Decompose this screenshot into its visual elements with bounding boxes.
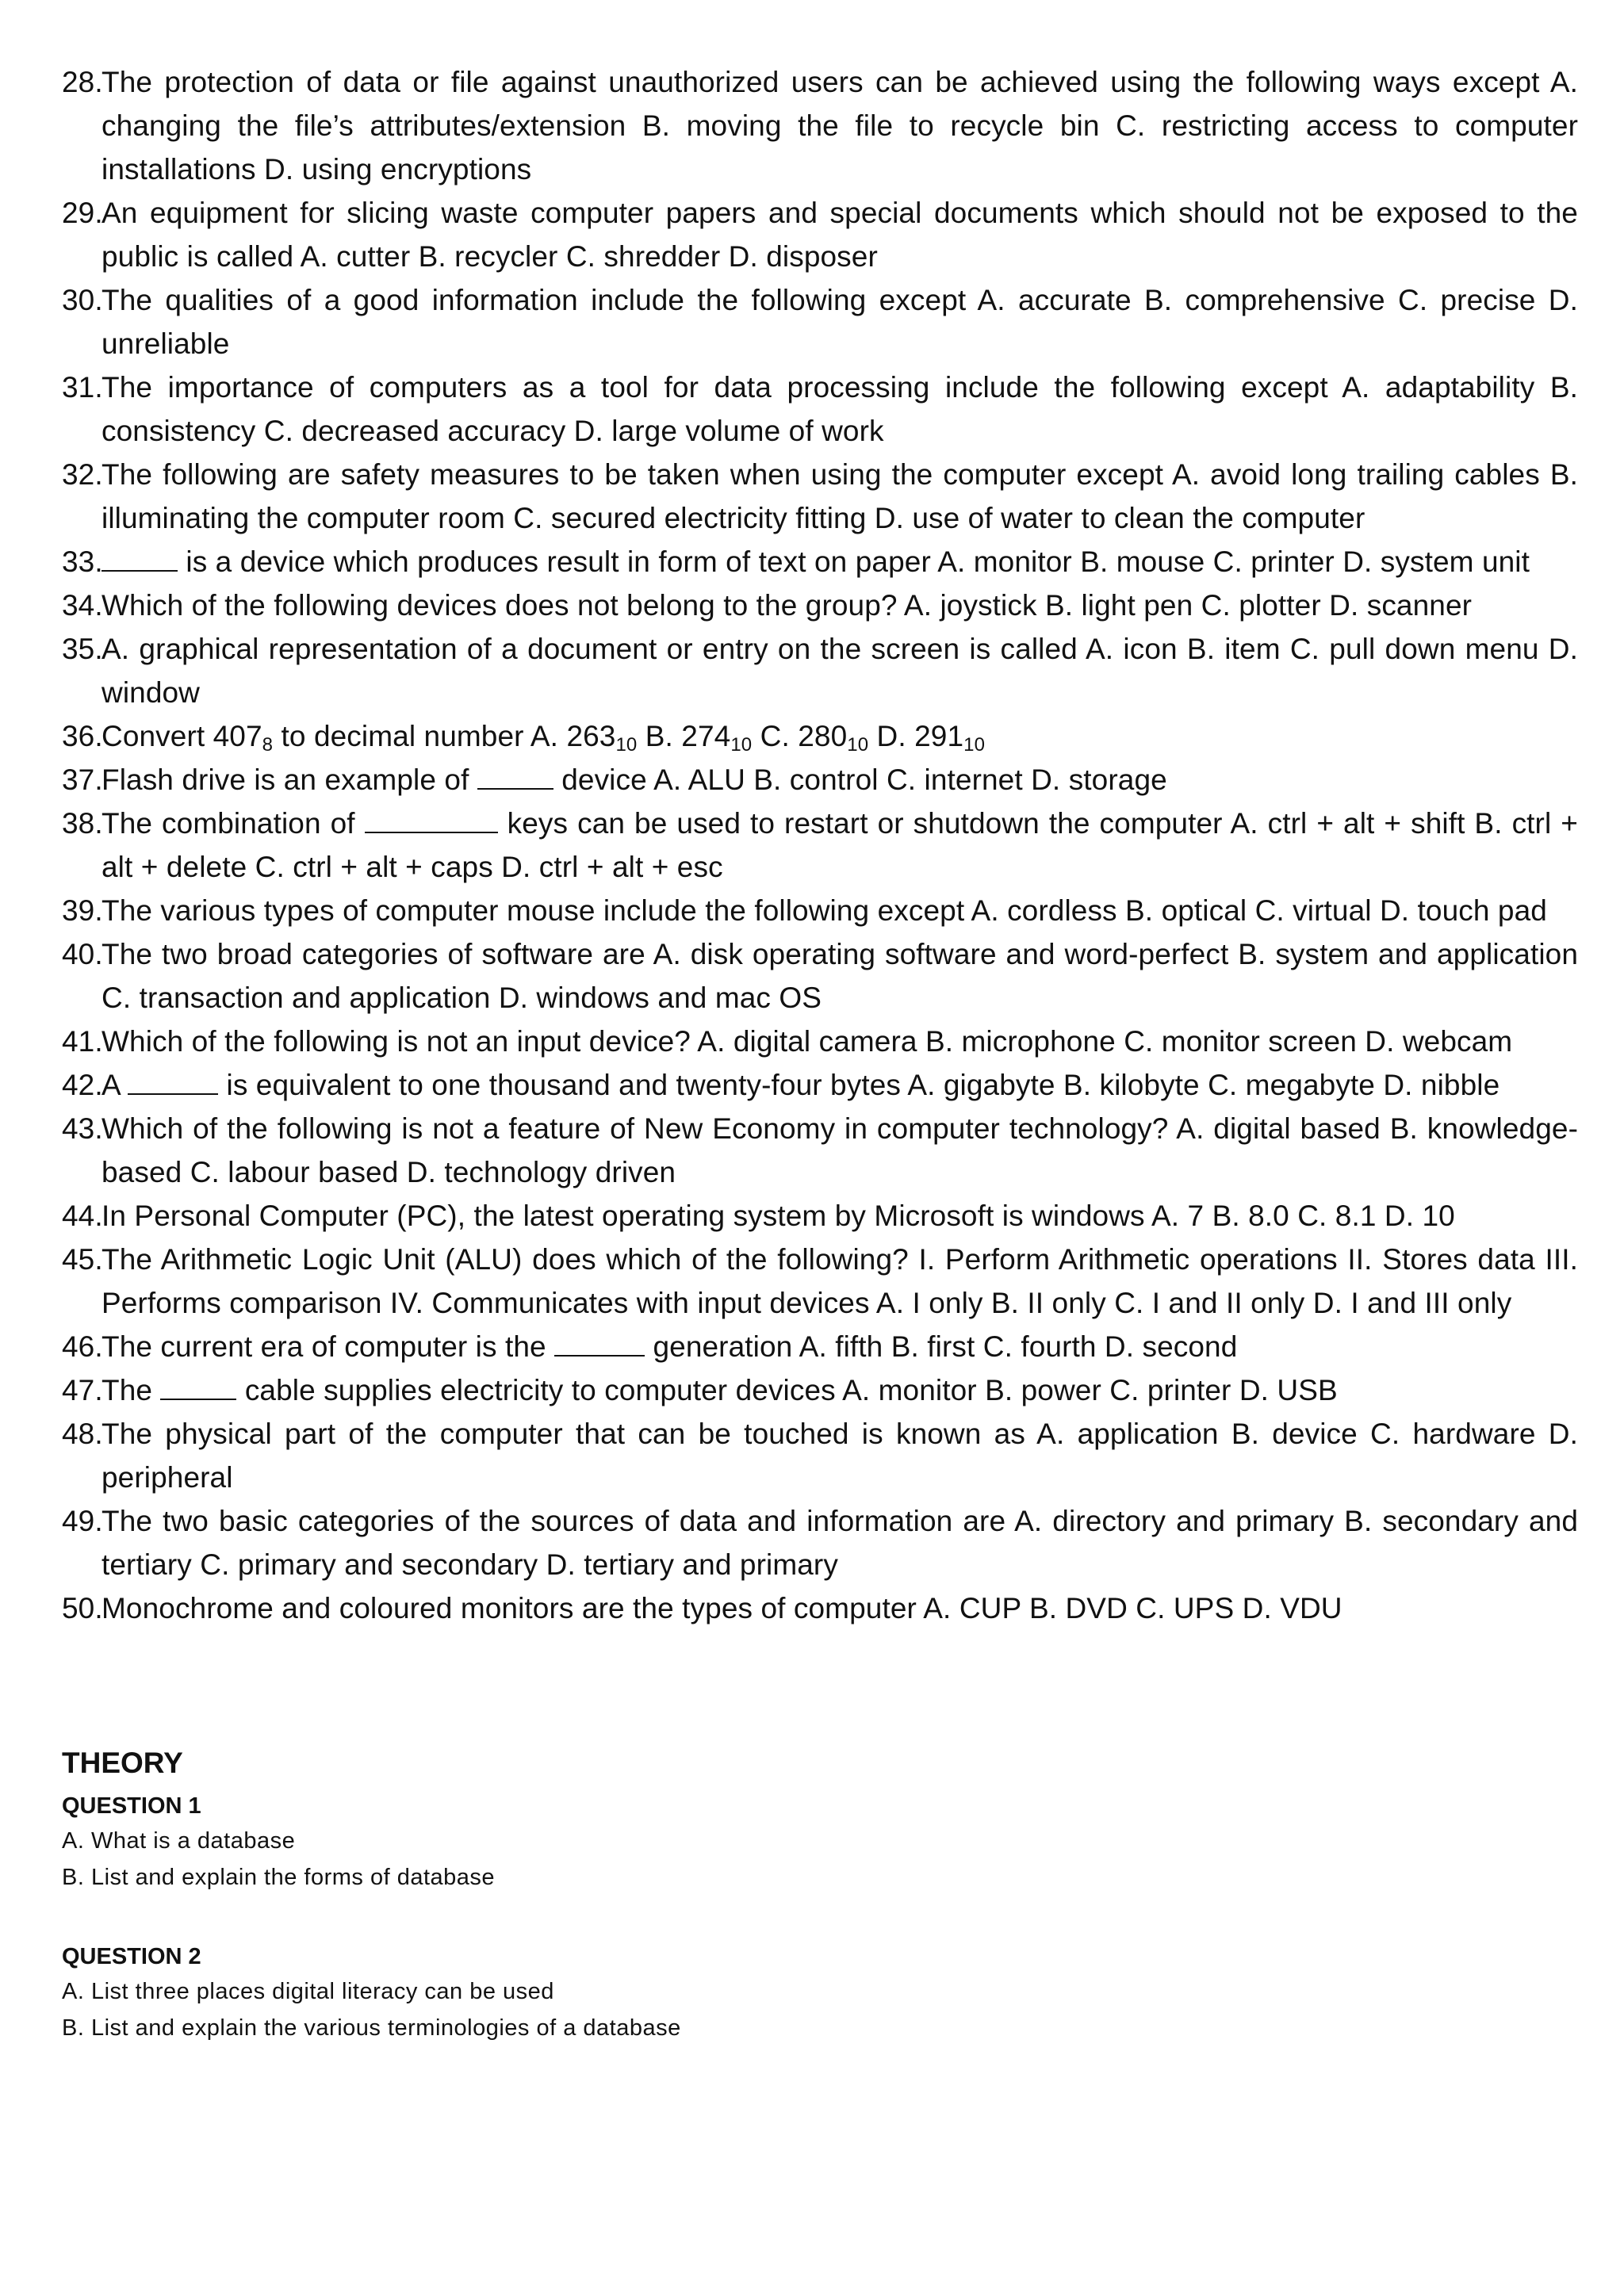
question-text: Which of the following devices does not belong to the group? A. joystick B. light pen C. plotter D. scanner — [102, 589, 1473, 622]
question-1-part-a: A. What is a database — [62, 1828, 296, 1854]
question-39 — [62, 889, 1578, 932]
question-text: The following are safety measures to be taken when using the computer except A. avoid long trailing cables B. illuminating the computer room C. secured electricity fitting D. use of water to clean the computer — [102, 458, 1578, 534]
question-number: 48. — [62, 1418, 103, 1450]
question-text: The various types of computer mouse include the following except A. cordless B. optical C. virtual D. touch pad — [102, 894, 1547, 927]
question-47 — [62, 1368, 1578, 1412]
question-text: The Arithmetic Logic Unit (ALU) does which of the following? I. Perform Arithmetic operations II. Stores data III. Performs comparison IV. Communicates with input devices A. I only B. II only C. I and II only D. I and III only — [102, 1243, 1578, 1319]
question-43 — [62, 1107, 1578, 1194]
question-number: 39. — [62, 894, 103, 927]
question-number: 43. — [62, 1112, 103, 1145]
question-48 — [62, 1412, 1578, 1499]
question-number: 49. — [62, 1505, 103, 1537]
question-1-part-b: B. List and explain the forms of database — [62, 1865, 496, 1890]
question-32 — [62, 453, 1578, 540]
question-number: 41. — [62, 1025, 103, 1058]
question-text: An equipment for slicing waste computer papers and special documents which should not be exposed to the public is called A. cutter B. recycler C. shredder D. disposer — [102, 197, 1578, 273]
question-number: 42. — [62, 1069, 103, 1101]
subscript: 10 — [730, 734, 753, 756]
question-number: 30. — [62, 284, 103, 316]
question-36 — [62, 714, 1578, 758]
subscript: 10 — [615, 734, 638, 756]
question-28 — [62, 60, 1578, 191]
question-number: 35. — [62, 633, 103, 665]
question-text: The physical part of the computer that can be touched is known as A. application B. device C. hardware D. peripheral — [102, 1418, 1578, 1494]
question-text: to decimal number A. 263 — [273, 720, 616, 752]
question-35 — [62, 627, 1578, 714]
question-30 — [62, 278, 1578, 365]
question-34 — [62, 584, 1578, 627]
theory-heading: THEORY — [62, 1747, 183, 1779]
question-text: The — [102, 1374, 161, 1406]
question-text: is a device which produces result in form of text on paper A. monitor B. mouse C. printer D. system unit — [178, 545, 1530, 578]
question-text: The combination of — [102, 807, 365, 840]
question-text: The current era of computer is the — [102, 1330, 555, 1363]
question-text: The qualities of a good information include the following except A. accurate B. comprehensive C. precise D. unreliable — [102, 284, 1578, 360]
question-text: Which of the following is not a feature of New Economy in computer technology? A. digital based B. knowledge-based C. labour based D. technology driven — [102, 1112, 1578, 1188]
question-number: 33. — [62, 545, 103, 578]
question-number: 31. — [62, 371, 103, 404]
answer-blank — [365, 806, 498, 833]
question-41 — [62, 1020, 1578, 1063]
question-40 — [62, 932, 1578, 1020]
question-number: 29. — [62, 197, 103, 229]
question-45 — [62, 1238, 1578, 1325]
question-2-part-b: B. List and explain the various terminologies of a database — [62, 2015, 681, 2041]
question-text: The protection of data or file against unauthorized users can be achieved using the following ways except A. changing the file’s attributes/extension B. moving the file to recycle bin C. restricting access to computer installations D. using encryptions — [102, 66, 1578, 186]
question-44 — [62, 1194, 1578, 1238]
answer-blank — [128, 1068, 218, 1095]
question-text: device A. ALU B. control C. internet D. storage — [553, 763, 1167, 796]
question-33 — [62, 540, 1578, 584]
question-text: is equivalent to one thousand and twenty-four bytes A. gigabyte B. kilobyte C. megabyte D. nibble — [218, 1069, 1500, 1101]
question-46 — [62, 1325, 1578, 1368]
question-text: keys can be used to restart or shutdown the computer A. ctrl + alt + shift B. ctrl + alt + delete C. ctrl + alt + caps D. ctrl + alt + esc — [102, 807, 1578, 883]
question-29 — [62, 191, 1578, 278]
question-number: 44. — [62, 1200, 103, 1232]
question-38 — [62, 802, 1578, 889]
question-text: A. graphical representation of a document or entry on the screen is called A. icon B. item C. pull down menu D. window — [102, 633, 1578, 709]
question-number: 34. — [62, 589, 103, 622]
question-text: Convert 407 — [102, 720, 262, 752]
question-number: 50. — [62, 1592, 103, 1624]
question-2-heading: QUESTION 2 — [62, 1944, 201, 1969]
subscript: 8 — [262, 734, 274, 756]
question-text: A — [102, 1069, 128, 1101]
question-number: 40. — [62, 938, 103, 970]
answer-blank — [477, 763, 553, 790]
question-number: 46. — [62, 1330, 103, 1363]
theory-section — [62, 1743, 1568, 2046]
question-number: 38. — [62, 807, 103, 840]
question-31 — [62, 365, 1578, 453]
question-text: Flash drive is an example of — [102, 763, 477, 796]
question-text: The importance of computers as a tool for data processing include the following except A. adaptability B. consistency C. decreased accuracy D. large volume of work — [102, 371, 1578, 447]
spacer — [62, 1896, 1568, 1934]
question-37 — [62, 758, 1578, 802]
question-text: D. 291 — [868, 720, 964, 752]
answer-blank — [102, 545, 178, 572]
question-49 — [62, 1499, 1578, 1586]
question-text: The two broad categories of software are A. disk operating software and word-perfect B. system and application C. transaction and application D. windows and mac OS — [102, 938, 1578, 1014]
subscript: 10 — [847, 734, 869, 756]
question-number: 37. — [62, 763, 103, 796]
question-text: generation A. fifth B. first C. fourth D. second — [645, 1330, 1238, 1363]
question-number: 36. — [62, 720, 103, 752]
question-number: 47. — [62, 1374, 103, 1406]
question-text: The two basic categories of the sources of data and information are A. directory and primary B. secondary and tertiary C. primary and secondary D. tertiary and primary — [102, 1505, 1578, 1581]
question-number: 28. — [62, 66, 103, 98]
question-number: 32. — [62, 458, 103, 491]
question-number: 45. — [62, 1243, 103, 1276]
question-1-heading: QUESTION 1 — [62, 1793, 201, 1819]
question-2-part-a: A. List three places digital literacy can be used — [62, 1979, 554, 2004]
question-42 — [62, 1063, 1578, 1107]
objective-questions-list — [62, 60, 1578, 1630]
question-text: In Personal Computer (PC), the latest operating system by Microsoft is windows A. 7 B. 8.0 C. 8.1 D. 10 — [102, 1200, 1455, 1232]
answer-blank — [554, 1330, 645, 1357]
question-text: Monochrome and coloured monitors are the types of computer A. CUP B. DVD C. UPS D. VDU — [102, 1592, 1342, 1624]
question-text: B. 274 — [637, 720, 731, 752]
answer-blank — [160, 1373, 236, 1400]
question-text: C. 280 — [752, 720, 848, 752]
subscript: 10 — [963, 734, 986, 756]
question-text: cable supplies electricity to computer devices A. monitor B. power C. printer D. USB — [236, 1374, 1338, 1406]
question-text: Which of the following is not an input device? A. digital camera B. microphone C. monitor screen D. webcam — [102, 1025, 1513, 1058]
question-50 — [62, 1586, 1578, 1630]
